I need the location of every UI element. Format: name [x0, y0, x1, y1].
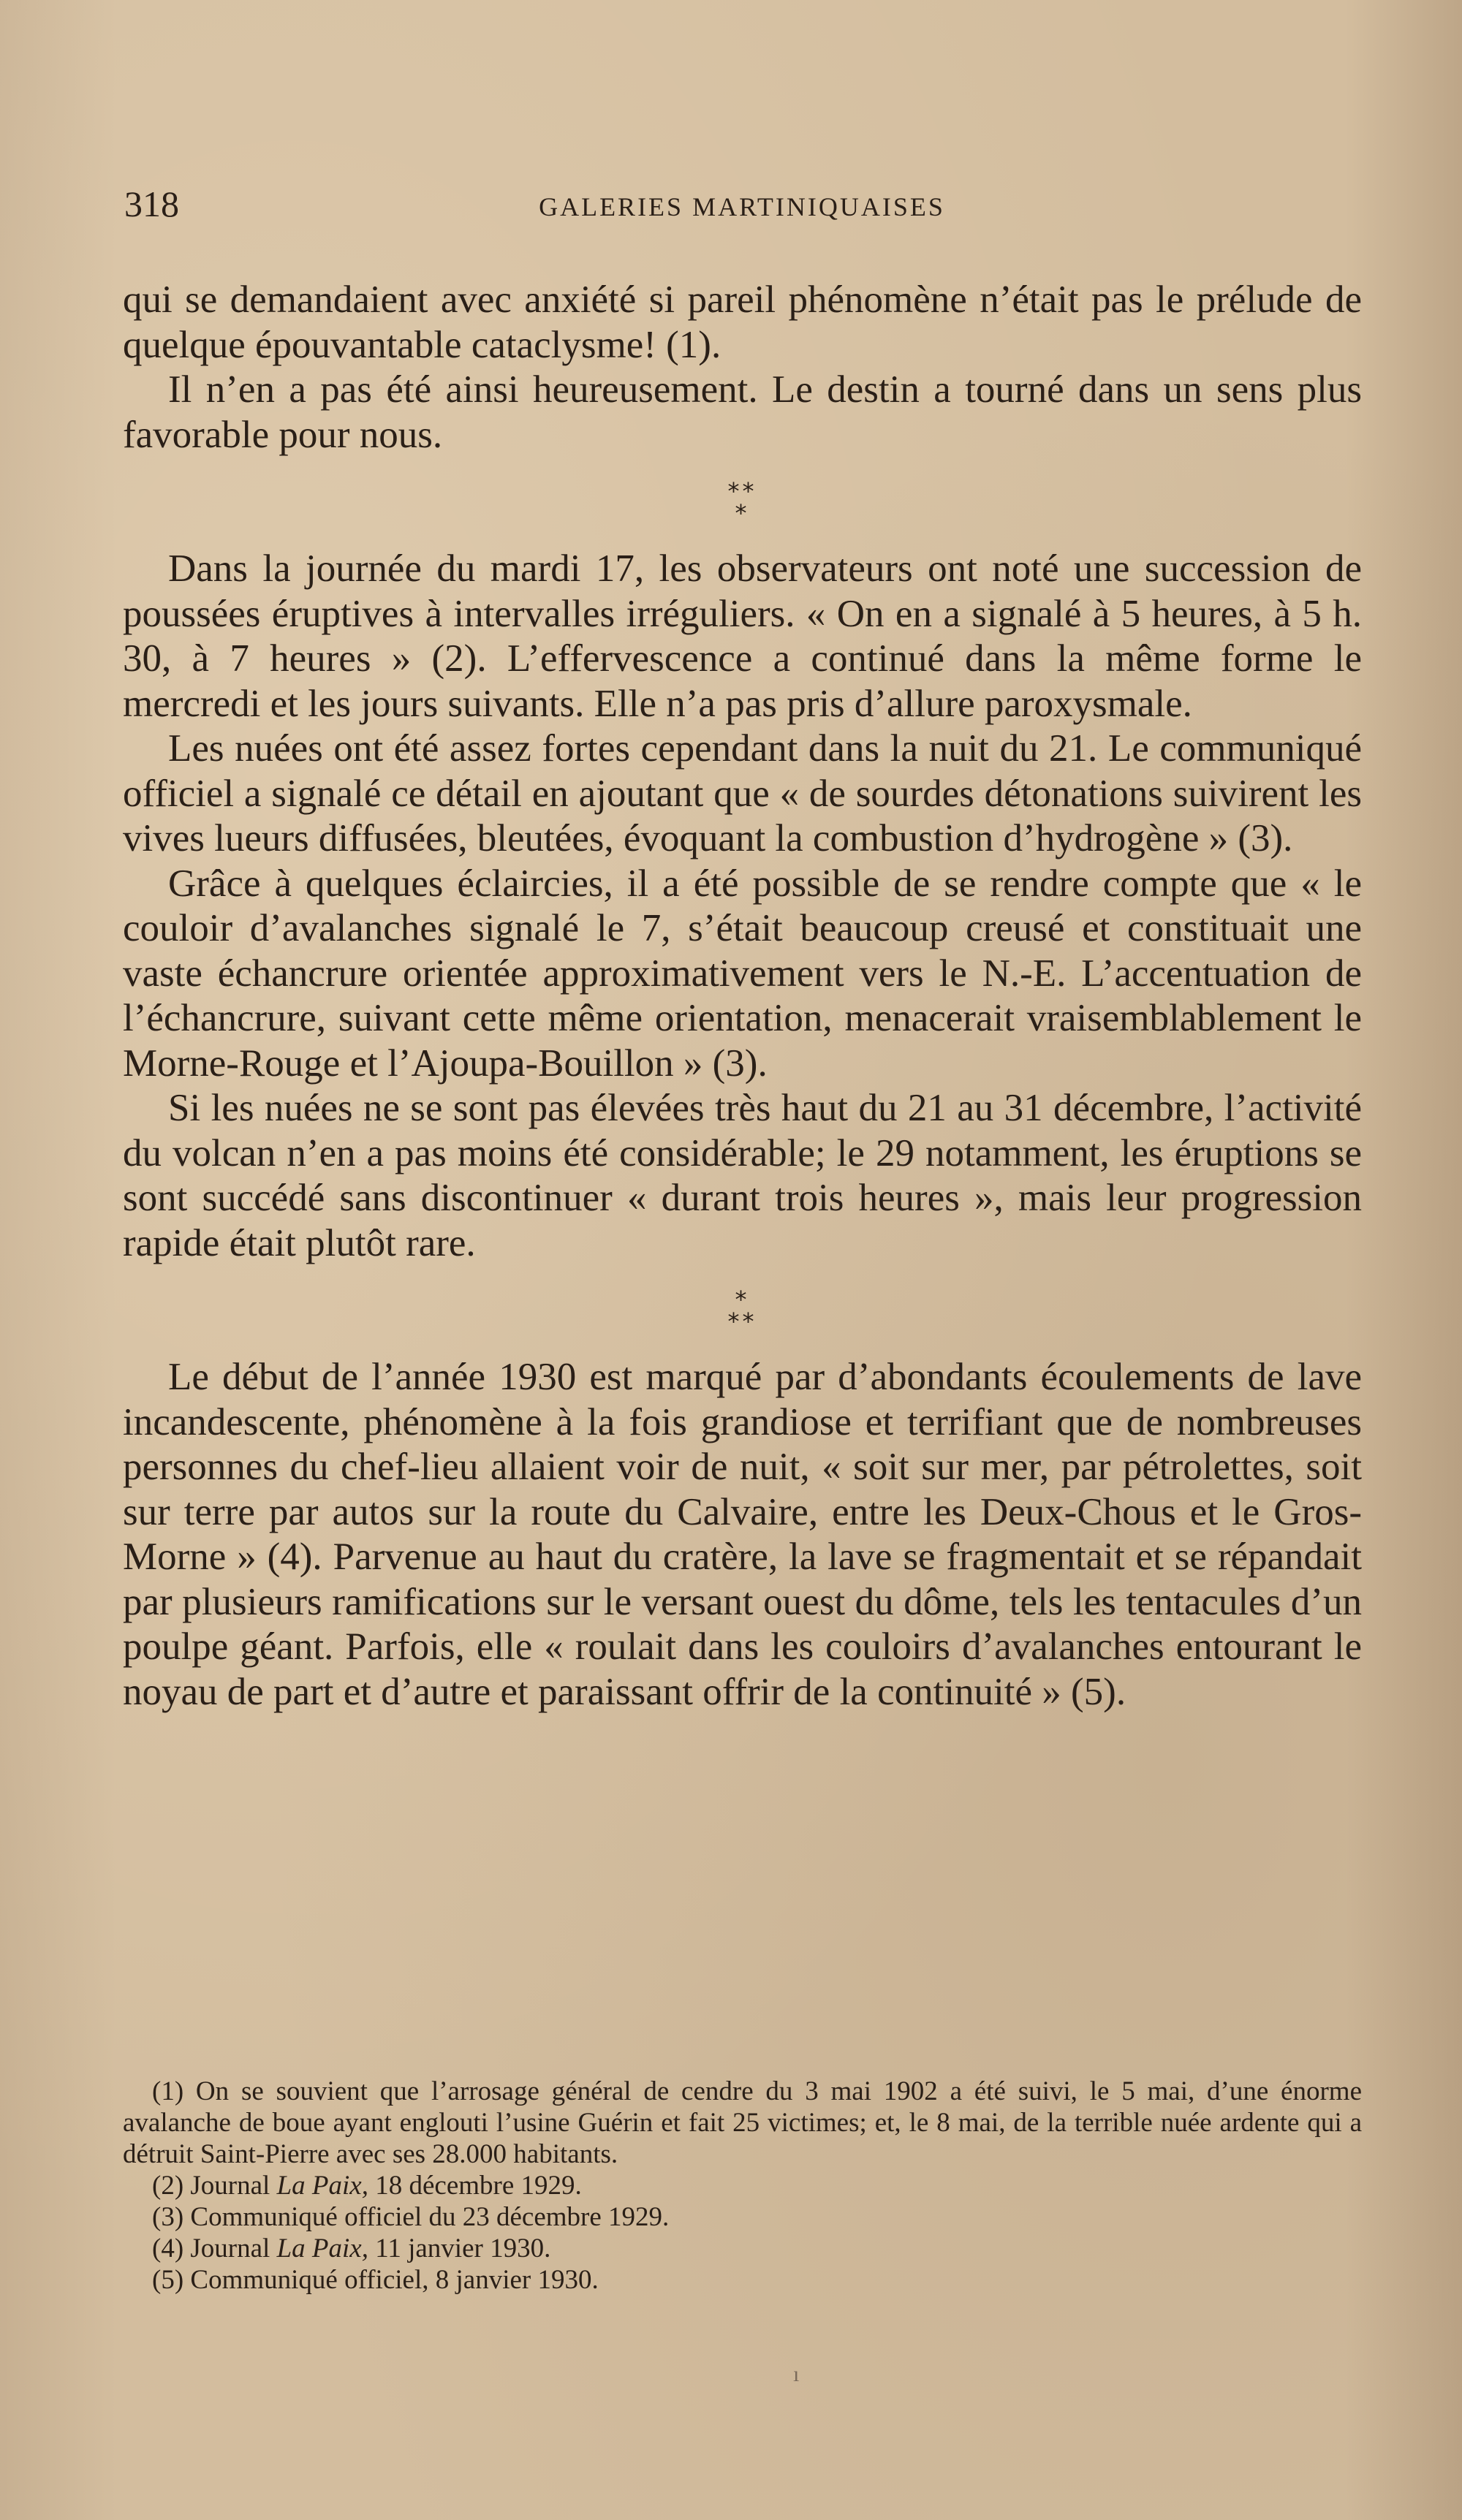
footnote-text: 18 décembre 1929. — [368, 2171, 582, 2201]
footnote-4 — [123, 2233, 1362, 2264]
footnote-1: (1) On se souvient que l’arrosage général de cendre du 3 mai 1902 a été suivi, le 5 mai, d’une énorme avalanche de boue ayant englouti l’usine Guérin et fait 25 victimes; et, le 8 mai, de la terrible nuée ardente qui a détruit Saint-Pierre avec ses 28.000 habitants. — [123, 2076, 1362, 2169]
paragraph: Le début de l’année 1930 est marqué par d’abondants écoulements de lave incandescente, phénomène à la fois grandiose et terrifiant que de nombreuses personnes du chef-lieu allaient voir de nuit, « soit sur mer, par pétrolettes, soit sur terre par autos sur la route du Calvaire, entre les Deux-Chous et le Gros-Morne » (4). Parvenue au haut du cratère, la lave se fragmentait et se répandait par plusieurs ramifications sur le versant ouest du dôme, tels les tentacules d’un poulpe géant. Parfois, elle « roulait dans les couloirs d’avalanches entourant le noyau de part et d’autre et paraissant offrir de la continuité » (5). — [123, 1356, 1362, 1713]
ornament-row: * — [735, 499, 750, 527]
paragraph: Il n’en a pas été ainsi heureusement. Le destin a tourné dans un sens plus favorable pour nous. — [123, 368, 1362, 456]
footnote-5: (5) Communiqué officiel, 8 janvier 1930. — [152, 2265, 599, 2295]
footnote-2 — [123, 2170, 1362, 2201]
page-number: 318 — [124, 183, 179, 224]
page-mark: ı — [793, 2362, 800, 2386]
footnote-3: (3) Communiqué officiel du 23 décembre 1929. — [152, 2202, 670, 2232]
paragraph: Dans la journée du mardi 17, les observateurs ont noté une succession de poussées éruptives à intervalles irréguliers. « On en a signalé à 5 heures, à 5 h. 30, à 7 heures » (2). L’effervescence a continué dans la même forme le mercredi et les jours suivants. Elle n’a pas pris d’allure paroxysmale. — [123, 547, 1362, 725]
running-head — [124, 183, 1360, 234]
ornament-row: * — [735, 1286, 750, 1313]
paragraph: Si les nuées ne se sont pas élevées très haut du 21 au 31 décembre, l’activité du volcan n’en a pas moins été considérable; le 29 notamment, les éruptions se sont succédé sans discontinuer « durant trois heures », mais leur progression rapide était plutôt rare. — [123, 1087, 1362, 1264]
footnote-text: (4) Journal — [152, 2234, 277, 2263]
footnote-text: 11 janvier 1930. — [368, 2234, 551, 2263]
ornament-row: ** — [727, 1308, 757, 1335]
section-ornament — [123, 1266, 1362, 1355]
footnote-source: La Paix, — [276, 2234, 368, 2263]
body-text — [123, 278, 1362, 1715]
paragraph: Grâce à quelques éclaircies, il a été possible de se rendre compte que « le couloir d’avalanches signalé le 7, s’était beaucoup creusé et constituait une vaste échancrure orientée approximativement vers le N.-E. L’accentuation de l’échancrure, suivant cette même orientation, menacerait vraisemblablement le Morne-Rouge et l’Ajoupa-Bouillon » (3). — [123, 862, 1362, 1085]
section-ornament — [123, 458, 1362, 547]
footnotes — [123, 2076, 1362, 2296]
paragraph: qui se demandaient avec anxiété si pareil phénomène n’était pas le prélude de quelque épouvantable cataclysme! (1). — [123, 278, 1362, 366]
ornament-row: ** — [727, 477, 757, 505]
footnote-source: La Paix, — [276, 2171, 368, 2201]
paragraph: Les nuées ont été assez fortes cependant dans la nuit du 21. Le communiqué officiel a signalé ce détail en ajoutant que « de sourdes détonations suivirent les vives lueurs diffusées, bleutées, évoquant la combustion d’hydrogène » (3). — [123, 727, 1362, 859]
footnote-text: (2) Journal — [152, 2171, 277, 2201]
running-title: GALERIES MARTINIQUAISES — [539, 192, 945, 221]
